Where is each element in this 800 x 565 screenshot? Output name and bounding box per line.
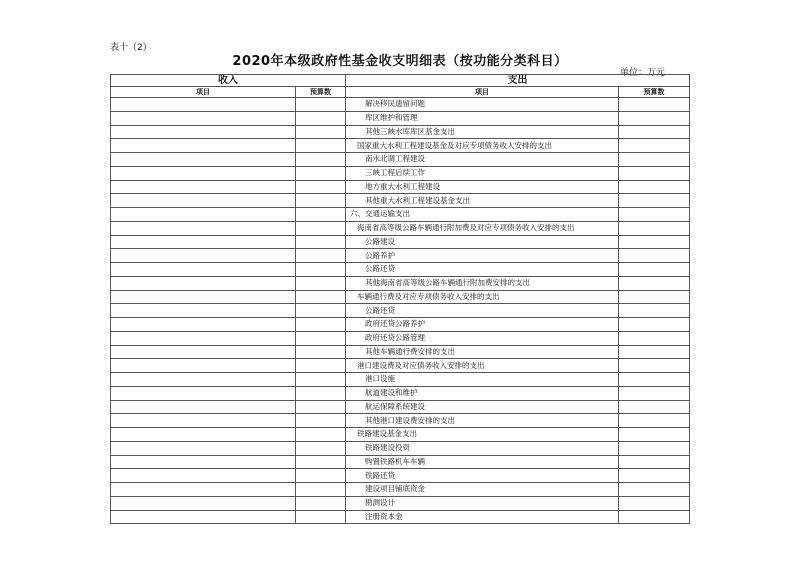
expense-budget-cell <box>619 373 690 387</box>
expense-item-cell: 其他海南省高等级公路车辆通行附加费安排的支出 <box>346 276 619 290</box>
income-budget-cell <box>296 441 346 455</box>
income-item-cell <box>111 400 296 414</box>
income-item-cell <box>111 276 296 290</box>
expense-budget-cell <box>619 331 690 345</box>
expense-item-cell: 地方重大水利工程建设 <box>346 180 619 194</box>
expense-item-header: 项目 <box>346 87 619 98</box>
expense-budget-cell <box>619 510 690 524</box>
expense-budget-cell <box>619 98 690 112</box>
expense-budget-cell <box>619 345 690 359</box>
income-budget-cell <box>296 208 346 222</box>
income-budget-header: 预算数 <box>296 87 346 98</box>
table-row <box>111 428 690 442</box>
income-budget-cell <box>296 318 346 332</box>
income-budget-cell <box>296 359 346 373</box>
expense-budget-cell <box>619 400 690 414</box>
table-row <box>111 98 690 112</box>
expense-item-cell: 港口建设费及对应债务收入安排的支出 <box>346 359 619 373</box>
table-row <box>111 373 690 387</box>
income-item-cell <box>111 414 296 428</box>
expense-budget-cell <box>619 441 690 455</box>
expense-item-cell: 建设项目铺底资金 <box>346 483 619 497</box>
income-item-cell <box>111 386 296 400</box>
expense-budget-cell <box>619 139 690 153</box>
table-row <box>111 276 690 290</box>
table-row <box>111 483 690 497</box>
expense-budget-cell <box>619 496 690 510</box>
income-budget-cell <box>296 180 346 194</box>
expense-item-cell: 三峡工程后续工作 <box>346 166 619 180</box>
income-item-cell <box>111 235 296 249</box>
expense-item-cell: 勘测设计 <box>346 496 619 510</box>
table-row <box>111 263 690 277</box>
expense-budget-cell <box>619 386 690 400</box>
table-row <box>111 496 690 510</box>
expense-budget-header: 预算数 <box>619 87 690 98</box>
income-item-cell <box>111 304 296 318</box>
expense-budget-cell <box>619 414 690 428</box>
table-row <box>111 235 690 249</box>
expense-budget-cell <box>619 194 690 208</box>
table-number: 表十（2） <box>110 43 152 53</box>
income-budget-cell <box>296 111 346 125</box>
income-item-cell <box>111 139 296 153</box>
table-row <box>111 345 690 359</box>
table-row <box>111 414 690 428</box>
income-budget-cell <box>296 373 346 387</box>
page-title: 2020年本级政府性基金收支明细表（按功能分类科目） <box>232 54 568 69</box>
income-item-cell <box>111 166 296 180</box>
table-row <box>111 139 690 153</box>
expense-budget-cell <box>619 153 690 167</box>
table-row <box>111 455 690 469</box>
income-budget-cell <box>296 139 346 153</box>
expense-budget-cell <box>619 180 690 194</box>
income-budget-cell <box>296 331 346 345</box>
income-budget-cell <box>296 400 346 414</box>
income-budget-cell <box>296 290 346 304</box>
expense-budget-cell <box>619 221 690 235</box>
expense-budget-cell <box>619 249 690 263</box>
table-row <box>111 386 690 400</box>
income-item-cell <box>111 441 296 455</box>
expense-item-cell: 南水北调工程建设 <box>346 153 619 167</box>
expense-header: 支出 <box>346 75 690 87</box>
expense-item-cell: 其他车辆通行费安排的支出 <box>346 345 619 359</box>
expense-budget-cell <box>619 111 690 125</box>
expense-budget-cell <box>619 276 690 290</box>
table-row <box>111 331 690 345</box>
expense-budget-cell <box>619 235 690 249</box>
income-budget-cell <box>296 496 346 510</box>
table-row <box>111 194 690 208</box>
expense-budget-cell <box>619 359 690 373</box>
expense-item-cell: 航道建设和维护 <box>346 386 619 400</box>
table-row <box>111 221 690 235</box>
expense-item-cell: 车辆通行费及对应专项债务收入安排的支出 <box>346 290 619 304</box>
income-budget-cell <box>296 510 346 524</box>
expense-item-cell: 其他三峡水库库区基金支出 <box>346 125 619 139</box>
expense-item-cell: 公路还贷 <box>346 263 619 277</box>
expense-item-cell: 铁路建设投资 <box>346 441 619 455</box>
income-item-cell <box>111 208 296 222</box>
table-row <box>111 208 690 222</box>
income-item-cell <box>111 455 296 469</box>
income-item-cell <box>111 428 296 442</box>
table-subheader-row <box>111 87 690 98</box>
expense-item-cell: 铁路还贷 <box>346 469 619 483</box>
income-item-cell <box>111 98 296 112</box>
income-budget-cell <box>296 345 346 359</box>
income-budget-cell <box>296 153 346 167</box>
expense-item-cell: 公路建设 <box>346 235 619 249</box>
expense-item-cell: 航运保障系统建设 <box>346 400 619 414</box>
income-item-cell <box>111 153 296 167</box>
income-item-cell <box>111 318 296 332</box>
expense-item-cell: 政府还贷公路养护 <box>346 318 619 332</box>
expense-budget-cell <box>619 304 690 318</box>
income-item-header: 项目 <box>111 87 296 98</box>
income-item-cell <box>111 483 296 497</box>
expense-item-cell: 国家重大水利工程建设基金及对应专项债务收入安排的支出 <box>346 139 619 153</box>
expense-item-cell: 购置铁路机车车辆 <box>346 455 619 469</box>
expense-budget-cell <box>619 483 690 497</box>
table-row <box>111 441 690 455</box>
expense-item-cell: 库区维护和管理 <box>346 111 619 125</box>
expense-item-cell: 铁路建设基金支出 <box>346 428 619 442</box>
income-item-cell <box>111 180 296 194</box>
table-row <box>111 290 690 304</box>
income-header: 收入 <box>111 75 346 87</box>
income-budget-cell <box>296 221 346 235</box>
income-budget-cell <box>296 194 346 208</box>
expense-item-cell: 其他港口建设费安排的支出 <box>346 414 619 428</box>
table-row <box>111 249 690 263</box>
table-row <box>111 359 690 373</box>
expense-item-cell: 注册资本金 <box>346 510 619 524</box>
table-row <box>111 400 690 414</box>
income-budget-cell <box>296 483 346 497</box>
income-budget-cell <box>296 98 346 112</box>
expense-budget-cell <box>619 290 690 304</box>
expense-item-cell: 公路还贷 <box>346 304 619 318</box>
income-item-cell <box>111 373 296 387</box>
expense-item-cell: 其他重大水利工程建设基金支出 <box>346 194 619 208</box>
table-row <box>111 153 690 167</box>
expense-item-cell: 公路养护 <box>346 249 619 263</box>
income-budget-cell <box>296 235 346 249</box>
income-item-cell <box>111 221 296 235</box>
income-item-cell <box>111 496 296 510</box>
income-item-cell <box>111 111 296 125</box>
table-row <box>111 510 690 524</box>
table-row <box>111 304 690 318</box>
income-item-cell <box>111 359 296 373</box>
income-item-cell <box>111 263 296 277</box>
income-item-cell <box>111 469 296 483</box>
income-budget-cell <box>296 166 346 180</box>
expense-budget-cell <box>619 166 690 180</box>
income-item-cell <box>111 125 296 139</box>
table-row <box>111 111 690 125</box>
income-item-cell <box>111 510 296 524</box>
expense-budget-cell <box>619 263 690 277</box>
expense-budget-cell <box>619 455 690 469</box>
expense-item-cell: 港口设施 <box>346 373 619 387</box>
expense-item-cell: 解决移民遗留问题 <box>346 98 619 112</box>
expense-budget-cell <box>619 208 690 222</box>
expense-item-cell: 六、交通运输支出 <box>346 208 619 222</box>
fund-detail-table <box>110 74 690 524</box>
table-row <box>111 125 690 139</box>
expense-item-cell: 政府还贷公路管理 <box>346 331 619 345</box>
income-item-cell <box>111 290 296 304</box>
income-budget-cell <box>296 414 346 428</box>
expense-budget-cell <box>619 469 690 483</box>
unit-label: 单位：万元 <box>620 68 666 78</box>
income-budget-cell <box>296 455 346 469</box>
income-item-cell <box>111 194 296 208</box>
income-item-cell <box>111 249 296 263</box>
income-budget-cell <box>296 276 346 290</box>
income-item-cell <box>111 345 296 359</box>
income-budget-cell <box>296 263 346 277</box>
income-budget-cell <box>296 249 346 263</box>
expense-budget-cell <box>619 428 690 442</box>
income-budget-cell <box>296 428 346 442</box>
income-budget-cell <box>296 304 346 318</box>
table-row <box>111 318 690 332</box>
income-item-cell <box>111 331 296 345</box>
expense-budget-cell <box>619 125 690 139</box>
income-budget-cell <box>296 469 346 483</box>
income-budget-cell <box>296 125 346 139</box>
table-row <box>111 166 690 180</box>
income-budget-cell <box>296 386 346 400</box>
table-row <box>111 469 690 483</box>
table-row <box>111 180 690 194</box>
expense-item-cell: 海南省高等级公路车辆通行附加费及对应专项债务收入安排的支出 <box>346 221 619 235</box>
expense-budget-cell <box>619 318 690 332</box>
table-header-row <box>111 75 690 87</box>
